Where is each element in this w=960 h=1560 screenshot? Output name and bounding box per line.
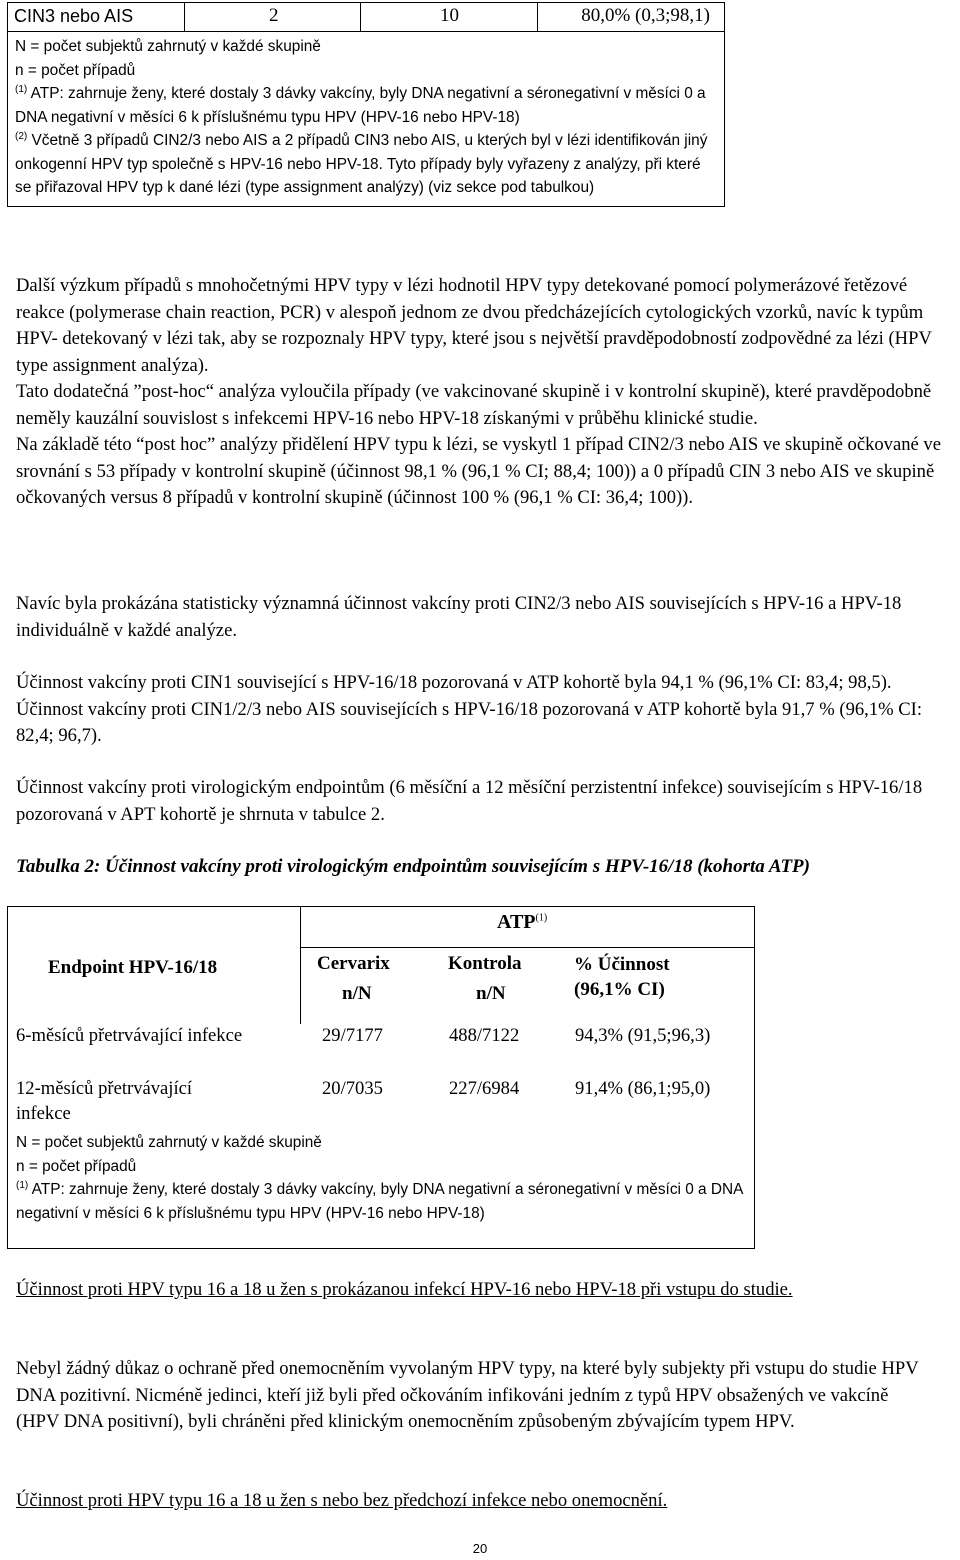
efficacy-table-continuation xyxy=(7,2,725,207)
row-label: CIN3 nebo AIS xyxy=(8,3,185,31)
group-header-label: ATP xyxy=(497,911,536,933)
footnote-1-mark: (1) xyxy=(15,83,28,95)
footnote-2-text: Včetně 3 případů CIN2/3 nebo AIS a 2 případů CIN3 nebo AIS, u kterých byl v lézi identifikován jiný onkogenní HPV typ společně s HPV-16 nebo HPV-18. Tyto případy byly vyřazeny z analýzy, při které se přiřazoval HPV typ k dané lézi (type assignment analýzy) (viz sekce pod tabulkou) xyxy=(15,132,708,196)
efficacy-value: 94,3% (91,5;96,3) xyxy=(575,1025,711,1046)
paragraph-virological-endpoints: Účinnost vakcíny proti virologickým endpointům (6 měsíční a 12 měsíční perzistentní infekce) souvisejícím s HPV-16/18 pozorovaná v APT kohortě je shrnuta v tabulce 2. xyxy=(16,777,923,825)
footnote-case-definition: n = počet případů xyxy=(16,1157,137,1175)
column-header-cervarix: Cervarix xyxy=(317,953,390,974)
footnote-1 xyxy=(16,1178,746,1225)
control-count: 10 xyxy=(361,3,538,31)
paragraph-additional-research: Další výzkum případů s mnohočetnými HPV typy v lézi hodnotil HPV typy detekované pomocí polymerázové řetězové reakce (polymerase chain reaction, PCR) v alespoň jednom ze dvou předcházejících cytologických vzorků, navíc k typům HPV- detekovaný v lézi tak, aby se rozpoznaly HPV typy, které jsou s největší pravděpodobností zodpovědné za lézi (HPV type assignment analýza). xyxy=(16,275,932,376)
page-number: 20 xyxy=(472,1541,488,1556)
table-row xyxy=(8,3,724,32)
efficacy-value: 91,4% (86,1;95,0) xyxy=(575,1078,711,1099)
section-heading-with-or-without-infection: Účinnost proti HPV typu 16 a 18 u žen s nebo bez předchozí infekce nebo onemocnění. xyxy=(16,1490,668,1511)
vaccine-value: 29/7177 xyxy=(322,1025,383,1046)
group-header-footnote-mark: (1) xyxy=(535,912,548,924)
efficacy-value: 80,0% (0,3;98,1) xyxy=(581,5,710,26)
header-divider xyxy=(300,947,754,948)
footnote-n-definition: N = počet subjektů zahrnutý v každé skupině xyxy=(15,38,321,55)
footnote-1-text: ATP: zahrnuje ženy, které dostaly 3 dávky vakcíny, byly DNA negativní a séronegativní v měsíci 0 a DNA negativní v měsíci 6 k příslušnému typu HPV (HPV-16 nebo HPV-18) xyxy=(15,85,706,126)
paragraph-post-hoc-analysis: Tato dodatečná ”post-hoc“ analýza vyloučila případy (ve vakcinované skupině i v kontrolní skupině), které pravděpodobně neměly kauzální souvislost s infekcemi HPV-16 nebo HPV-18 získanými v průběhu klinické studie. xyxy=(16,381,932,429)
column-divider xyxy=(300,907,301,1024)
table-footnotes xyxy=(16,1131,746,1225)
footnote-2-mark: (2) xyxy=(15,130,28,142)
vaccine-count: 2 xyxy=(185,3,361,31)
endpoint-label: 6-měsíců přetrvávající infekce xyxy=(16,1025,243,1046)
footnote-n-definition: N = počet subjektů zahrnutý v každé skupině xyxy=(16,1134,322,1151)
analysis-paragraph-block xyxy=(16,273,956,512)
column-header-efficacy: % Účinnost (96,1% CI) xyxy=(574,954,670,1000)
footnote-1-mark: (1) xyxy=(16,1179,29,1191)
paragraph-type-assignment-results: Na základě této “post hoc” analýzy přidělení HPV typu k lézi, se vyskytl 1 případ CIN2/3 nebo AIS ve skupině očkované ve srovnání s 53 případy v kontrolní skupině (účinnost 98,1 % (96,1 % CI; 88,4; 100)) a 0 případů CIN 3 nebo AIS ve skupině očkovaných versus 8 případů v kontrolní skupině (účinnost 100 % (96,1 % CI: 36,4; 100)). xyxy=(16,434,941,508)
paragraph-cin1-efficacy: Účinnost vakcíny proti CIN1 související s HPV-16/18 pozorovaná v ATP kohortě byla 94,1 % (96,1% CI: 83,4; 98,5). Účinnost vakcíny proti CIN1/2/3 nebo AIS souvisejících s HPV-16/18 pozorovaná v ATP kohortě byla 91,7 % (96,1% CI: 82,4; 96,7). xyxy=(16,672,923,746)
table-2-caption: Tabulka 2: Účinnost vakcíny proti virologickým endpointům souvisejícím s HPV-16/18 (kohorta ATP) xyxy=(16,856,810,877)
group-header-atp xyxy=(497,911,547,934)
column-header-endpoint: Endpoint HPV-16/18 xyxy=(48,957,218,978)
column-header-control: Kontrola xyxy=(448,953,522,974)
subheader-vaccine-n: n/N xyxy=(342,983,372,1004)
table-footnotes xyxy=(8,32,724,206)
control-value: 488/7122 xyxy=(449,1025,520,1046)
virological-endpoints-table xyxy=(7,906,755,1249)
vaccine-value: 20/7035 xyxy=(322,1078,383,1099)
section-heading-prior-infection: Účinnost proti HPV typu 16 a 18 u žen s prokázanou infekcí HPV-16 nebo HPV-18 při vstupu do studie. xyxy=(16,1279,793,1300)
subheader-control-n: n/N xyxy=(476,983,506,1004)
footnote-1-text: ATP: zahrnuje ženy, které dostaly 3 dávky vakcíny, byly DNA negativní a séronegativní v měsíci 0 a DNA negativní v měsíci 6 k příslušnému typu HPV (HPV-16 nebo HPV-18) xyxy=(16,1181,743,1222)
paragraph-prior-infection: Nebyl žádný důkaz o ochraně před onemocněním vyvolaným HPV typy, na které byly subjekty při vstupu do studie HPV DNA pozitivní. Nicméně jedinci, kteří již byli před očkováním infikováni jedním z typů HPV obsažených ve vakcíně (HPV DNA positivní), byli chráněni před klinickým onemocněním způsobeným zbývajícím typem HPV. xyxy=(16,1358,919,1432)
footnote-case-definition: n = počet případů xyxy=(15,61,136,79)
paragraph-individual-efficacy: Navíc byla prokázána statisticky významná účinnost vakcíny proti CIN2/3 nebo AIS souvisejících s HPV-16 a HPV-18 individuálně v každé analýze. xyxy=(16,593,902,641)
footnote-2 xyxy=(15,129,717,200)
control-value: 227/6984 xyxy=(449,1078,520,1099)
endpoint-label: 12-měsíců přetrvávající infekce xyxy=(16,1078,193,1124)
footnote-1 xyxy=(15,82,717,129)
